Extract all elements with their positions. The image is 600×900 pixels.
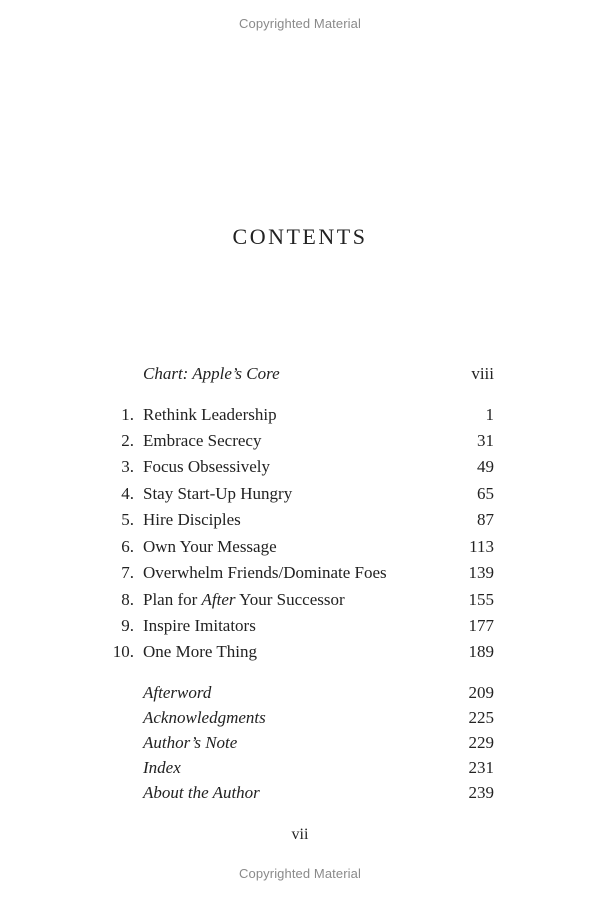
chapter-title: Own Your Message	[143, 537, 277, 556]
chapter-number: 3.	[121, 457, 134, 476]
chapter-page: 31	[477, 431, 494, 450]
toc-chapter-row	[0, 587, 600, 613]
chapter-title: Overwhelm Friends/Dominate Foes	[143, 563, 387, 582]
toc-chapter-row	[0, 454, 600, 480]
chapter-title: Hire Disciples	[143, 510, 241, 529]
chapter-number: 7.	[121, 563, 134, 582]
chapter-number: 9.	[121, 616, 134, 635]
chapter-number: 4.	[121, 484, 134, 503]
chapter-title: Embrace Secrecy	[143, 431, 262, 450]
back-matter-title: About the Author	[143, 783, 260, 802]
chapter-number: 1.	[121, 405, 134, 424]
chapter-number: 10.	[112, 642, 134, 661]
toc-chapter-row	[0, 560, 600, 586]
toc-chapter-row	[0, 507, 600, 533]
toc-front-entry	[0, 361, 600, 387]
toc-chapter-row	[0, 428, 600, 454]
chapter-title: Focus Obsessively	[143, 457, 271, 476]
chapter-number: 6.	[121, 537, 134, 556]
back-matter-title: Afterword	[143, 683, 212, 702]
toc-entry-label: Chart: Apple’s Core	[143, 364, 280, 383]
back-matter-page: 225	[468, 708, 494, 727]
chapter-title: Stay Start-Up Hungry	[143, 484, 293, 503]
back-matter-page: 229	[468, 733, 494, 752]
chapter-title: One More Thing	[143, 642, 257, 661]
toc-chapter-row	[0, 613, 600, 639]
toc-chapter-row	[0, 402, 600, 428]
toc-back-row	[0, 730, 600, 756]
back-matter-page: 209	[468, 683, 494, 702]
toc-entry-page: viii	[471, 364, 494, 383]
chapter-page: 113	[469, 537, 494, 556]
chapter-page: 177	[468, 616, 494, 635]
back-matter-title: Index	[143, 758, 181, 777]
chapter-number: 2.	[121, 431, 134, 450]
back-matter-title: Acknowledgments	[143, 708, 266, 727]
copyright-watermark-bottom: Copyrighted Material	[239, 866, 361, 881]
toc-back-row	[0, 705, 600, 731]
chapter-page: 189	[468, 642, 494, 661]
chapter-title: Plan for After Your Successor	[143, 590, 345, 609]
chapter-page: 1	[485, 405, 494, 424]
toc-chapter-row	[0, 639, 600, 665]
copyright-watermark-top: Copyrighted Material	[239, 16, 361, 31]
chapter-page: 65	[477, 484, 494, 503]
contents-title: CONTENTS	[232, 224, 368, 249]
chapter-page: 139	[468, 563, 494, 582]
chapter-page: 49	[477, 457, 494, 476]
chapter-page: 155	[468, 590, 494, 609]
chapter-title: Inspire Imitators	[143, 616, 256, 635]
toc-back-row	[0, 780, 600, 806]
chapter-number: 5.	[121, 510, 134, 529]
toc-chapter-row	[0, 481, 600, 507]
toc-back-row	[0, 755, 600, 781]
back-matter-page: 231	[468, 758, 494, 777]
back-matter-title: Author’s Note	[143, 733, 238, 752]
toc-chapter-row	[0, 534, 600, 560]
chapter-number: 8.	[121, 590, 134, 609]
chapter-title: Rethink Leadership	[143, 405, 277, 424]
back-matter-page: 239	[468, 783, 494, 802]
chapter-page: 87	[477, 510, 494, 529]
page-number: vii	[291, 826, 309, 843]
toc-back-row	[0, 680, 600, 706]
